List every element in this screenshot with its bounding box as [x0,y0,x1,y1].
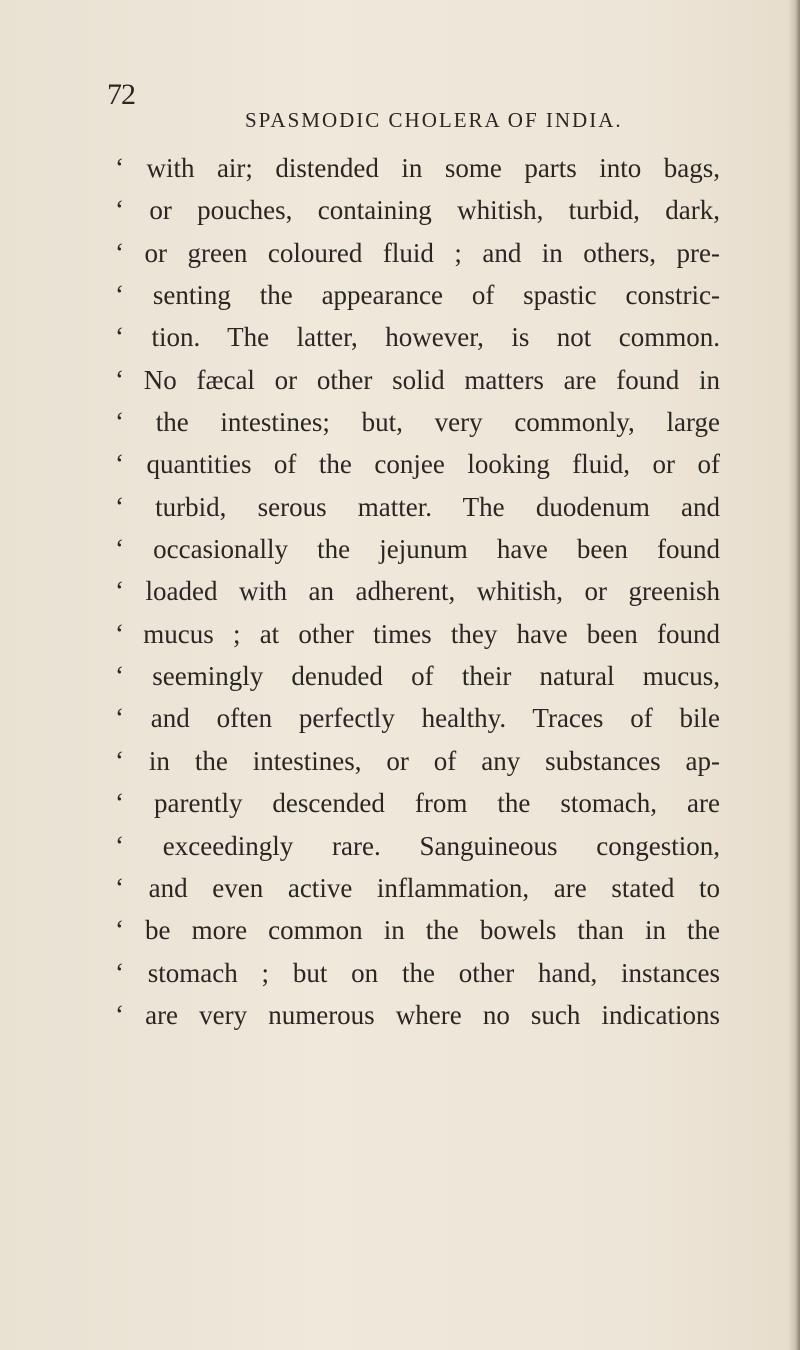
text-line: ‘ loaded with an adherent, whitish, or greenish [115,576,720,607]
text-line: ‘ are very numerous where no such indications [115,999,720,1030]
text-line: ‘ parently descended from the stomach, are [115,788,720,819]
text-line: ‘ mucus ; at other times they have been found [115,618,720,649]
text-line: ‘ with air; distended in some parts into bags, [115,153,720,183]
text-line: ‘ exceedingly rare. Sanguineous congestion, [115,830,720,861]
page-edge-shadow [788,0,800,1350]
text-line: ‘ or pouches, containing whitish, turbid, dark, [115,195,720,226]
text-line: ‘ be more common in the bowels than in the [115,915,720,946]
text-line: ‘ or green coloured fluid ; and in others, pre- [115,237,720,268]
text-line: ‘ occasionally the jejunum have been found [115,534,720,565]
text-line: ‘ turbid, serous matter. The duodenum and [115,491,720,522]
text-line: ‘ and even active inflammation, are stated to [115,872,720,903]
text-line: ‘ stomach ; but on the other hand, instances [115,957,720,988]
body-text [115,147,720,1036]
text-line: ‘ No fæcal or other solid matters are found in [115,364,720,395]
text-line: ‘ the intestines; but, very commonly, large [115,407,720,438]
text-line: ‘ seemingly denuded of their natural mucus, [115,661,720,692]
running-head: SPASMODIC CHOLERA OF INDIA. [245,108,623,132]
text-line: ‘ and often perfectly healthy. Traces of bile [115,703,720,734]
text-line: ‘ senting the appearance of spastic constric- [115,280,720,311]
page-number: 72 [107,78,135,111]
text-line: ‘ tion. The latter, however, is not common. [115,322,720,353]
text-line: ‘ quantities of the conjee looking fluid, or of [115,449,720,480]
text-line: ‘ in the intestines, or of any substances ap- [115,745,720,776]
